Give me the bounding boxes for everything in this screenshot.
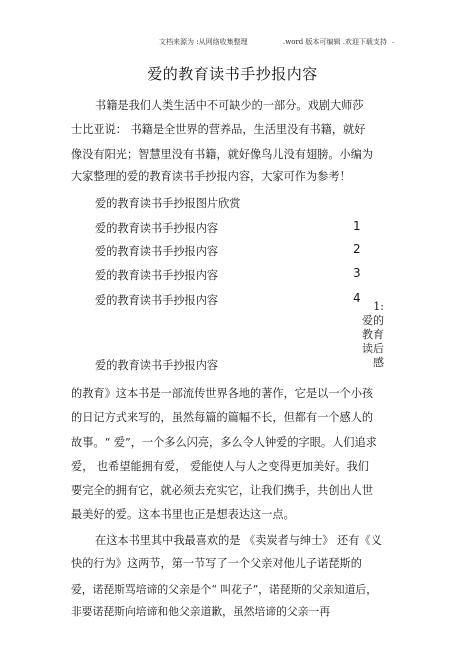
intro-line: 大家整理的爱的教育读书手抄报内容，大家可作为参考！	[71, 170, 351, 183]
body-line: 最美好的爱。这本书里也正是想表达这一点。	[71, 508, 295, 521]
header-dot: .	[392, 37, 395, 45]
body-line: 的教育》这本书是一部流传世界各地的著作，它是以一个小孩	[71, 387, 374, 400]
toc-heading[interactable]: 爱的教育读书手抄报图片欣赏	[95, 197, 241, 210]
body-line: 爱，诺琵斯骂培谛的父亲是个“ 叫花子”，诺琵斯的父亲知道后，	[71, 583, 377, 596]
intro-line: 像没有阳光；智慧里没有书籍，就好像鸟儿没有翅膀。小编为	[71, 148, 374, 161]
body-line: 快的行为》这两节，第一节写了一个父亲对他儿子诺琵斯的	[71, 557, 362, 570]
toc-item-label[interactable]: 爱的教育读书手抄报内容	[95, 222, 219, 235]
toc-item-label[interactable]: 爱的教育读书手抄报内容	[95, 269, 219, 282]
body-line: 故事。“ 爱”，一个多么闪亮，多么令人钟爱的字眼。人们追求	[71, 436, 377, 449]
body-line: 的日记方式来写的，虽然每篇的篇幅不长，但都有一个感人的	[71, 411, 374, 424]
page-title: 爱的教育读书手抄报内容	[147, 65, 318, 83]
side-note-line: 教育	[362, 328, 384, 341]
side-note-line: 读后	[362, 342, 384, 355]
toc-side-note	[356, 300, 384, 370]
intro-line: 士比亚说： 书籍是全世界的营养品，生活里没有书籍，就好	[71, 123, 366, 136]
side-note-line: 1:	[373, 300, 384, 313]
body-line: 在这本书里其中我最喜欢的是 《卖炭者与绅士》 还有《义	[95, 534, 382, 547]
body-line: 非要诺琵斯向培谛和他父亲道歉，虽然培谛的父亲一再	[71, 605, 331, 618]
toc-item-number: 1	[353, 219, 361, 233]
toc-item-number: 3	[353, 266, 361, 280]
side-note-line: 爱的	[362, 314, 384, 327]
toc-item-label[interactable]: 爱的教育读书手抄报内容	[95, 359, 219, 372]
toc-item-label[interactable]: 爱的教育读书手抄报内容	[95, 294, 219, 307]
toc-item-number: 4	[353, 291, 361, 305]
toc-item-label[interactable]: 爱的教育读书手抄报内容	[95, 245, 219, 258]
body-line: 爱， 也希望能拥有爱， 爱能使人与人之变得更加美好。我们	[71, 460, 369, 473]
header-word-note: .word 版本可编辑 .欢迎下载支持	[283, 38, 387, 46]
toc-item-number: 2	[353, 242, 361, 256]
side-note-line: 感	[373, 356, 384, 369]
intro-line: 书籍是我们人类生活中不可缺少的一部分。戏剧大师莎	[95, 99, 364, 112]
body-line: 要完全的拥有它，就必须去充实它，让我们携手，共创出人世	[71, 484, 374, 497]
header-source: 文档来源为 :从网络收集整理	[159, 38, 248, 46]
